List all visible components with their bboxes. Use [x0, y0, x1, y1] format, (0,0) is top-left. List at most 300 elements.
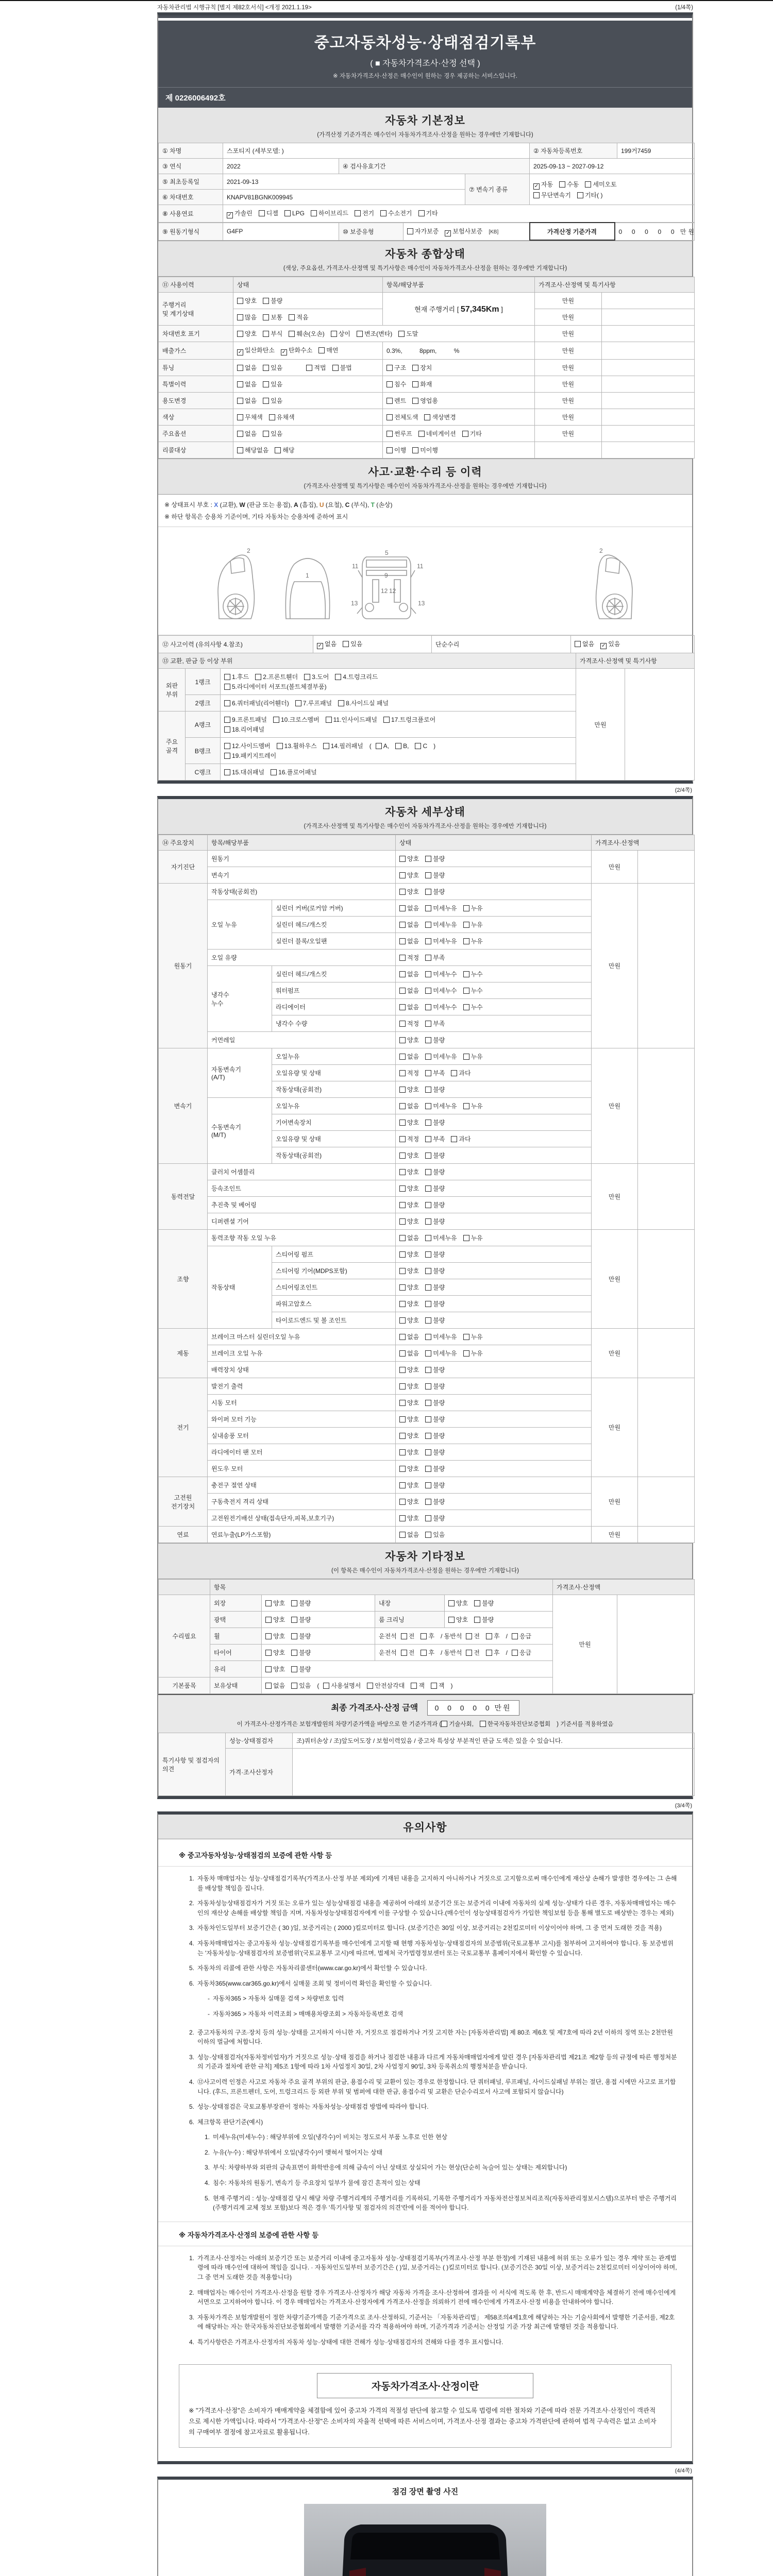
checkbox[interactable] — [255, 674, 261, 680]
checkbox[interactable] — [421, 1633, 427, 1639]
checkbox[interactable]: ✓ — [238, 349, 243, 355]
checkbox[interactable] — [425, 1416, 431, 1422]
checkbox-option[interactable] — [265, 1615, 285, 1624]
checkbox[interactable] — [401, 1650, 407, 1656]
checkbox-option[interactable] — [425, 1464, 445, 1473]
checkbox[interactable] — [367, 1683, 373, 1689]
checkbox-option[interactable] — [311, 209, 348, 217]
checkbox[interactable] — [237, 398, 243, 404]
checkbox-option[interactable] — [463, 1233, 483, 1242]
checkbox-option[interactable] — [291, 1599, 311, 1607]
checkbox[interactable] — [237, 431, 243, 437]
checkbox[interactable] — [463, 905, 469, 911]
checkbox[interactable] — [237, 381, 243, 387]
checkbox[interactable] — [273, 717, 279, 723]
checkbox-option[interactable] — [224, 751, 276, 760]
checkbox-option[interactable] — [367, 1681, 405, 1690]
checkbox[interactable] — [585, 181, 591, 188]
checkbox-option[interactable] — [263, 329, 282, 338]
checkbox[interactable] — [399, 1317, 406, 1324]
checkbox[interactable] — [425, 1103, 431, 1109]
checkbox[interactable] — [425, 1202, 431, 1208]
checkbox[interactable] — [425, 1120, 431, 1126]
checkbox-option[interactable] — [265, 1681, 285, 1690]
checkbox-option[interactable] — [401, 1632, 415, 1640]
checkbox-option[interactable] — [533, 180, 553, 190]
checkbox[interactable] — [277, 743, 283, 749]
checkbox[interactable] — [386, 414, 393, 420]
checkbox-option[interactable] — [512, 1632, 531, 1640]
checkbox[interactable] — [399, 988, 406, 994]
checkbox-option[interactable] — [399, 1283, 419, 1292]
checkbox-option[interactable] — [399, 1530, 419, 1539]
checkbox-option[interactable] — [399, 1497, 419, 1506]
checkbox-option[interactable] — [376, 742, 389, 750]
checkbox-option[interactable] — [425, 1316, 445, 1325]
checkbox-option[interactable] — [421, 1648, 434, 1657]
checkbox-option[interactable] — [418, 429, 456, 438]
checkbox-option[interactable] — [448, 1615, 468, 1624]
checkbox-option[interactable] — [399, 1167, 419, 1176]
checkbox-option[interactable] — [399, 904, 419, 912]
checkbox[interactable] — [577, 192, 583, 198]
checkbox-option[interactable] — [425, 1382, 445, 1391]
checkbox-option[interactable] — [425, 1448, 445, 1456]
checkbox-option[interactable] — [237, 363, 257, 372]
checkbox-option[interactable] — [463, 937, 483, 945]
checkbox-option[interactable] — [462, 429, 482, 438]
checkbox-option[interactable] — [425, 1200, 445, 1209]
checkbox-option[interactable] — [386, 446, 406, 454]
checkbox[interactable] — [399, 1466, 406, 1472]
checkbox[interactable] — [399, 1037, 406, 1043]
checkbox-option[interactable] — [425, 1530, 445, 1539]
checkbox[interactable] — [486, 1650, 492, 1656]
checkbox-option[interactable] — [463, 920, 483, 929]
checkbox[interactable] — [425, 955, 431, 961]
checkbox-option[interactable] — [424, 413, 456, 421]
checkbox-option[interactable] — [399, 1349, 419, 1358]
checkbox[interactable] — [425, 971, 431, 977]
checkbox[interactable] — [263, 398, 269, 404]
checkbox-option[interactable] — [425, 1036, 445, 1044]
checkbox[interactable] — [398, 331, 405, 337]
checkbox[interactable] — [399, 1153, 406, 1159]
checkbox[interactable] — [237, 298, 243, 304]
checkbox[interactable] — [386, 398, 393, 404]
checkbox-option[interactable] — [224, 725, 264, 734]
checkbox[interactable] — [380, 210, 386, 216]
checkbox[interactable] — [463, 1235, 469, 1241]
checkbox[interactable] — [335, 674, 341, 680]
checkbox[interactable] — [263, 431, 269, 437]
checkbox-option[interactable] — [291, 1615, 311, 1624]
checkbox[interactable] — [237, 447, 243, 453]
checkbox[interactable] — [399, 1136, 406, 1142]
checkbox[interactable] — [412, 365, 418, 371]
checkbox[interactable] — [415, 743, 421, 749]
checkbox-option[interactable] — [265, 1648, 285, 1657]
checkbox-option[interactable] — [425, 1250, 445, 1259]
checkbox-option[interactable] — [265, 1632, 285, 1640]
checkbox[interactable] — [431, 1683, 437, 1689]
checkbox[interactable] — [451, 1136, 457, 1142]
checkbox-option[interactable] — [425, 871, 445, 879]
checkbox-option[interactable] — [399, 1514, 419, 1522]
checkbox-option[interactable] — [399, 1464, 419, 1473]
checkbox[interactable] — [425, 1499, 431, 1505]
checkbox-option[interactable] — [399, 953, 419, 962]
checkbox[interactable] — [425, 1251, 431, 1258]
checkbox[interactable] — [399, 1070, 406, 1076]
checkbox-option[interactable] — [265, 1665, 285, 1673]
checkbox-option[interactable] — [263, 429, 282, 438]
checkbox[interactable] — [451, 1070, 457, 1076]
checkbox[interactable] — [291, 1633, 297, 1639]
checkbox[interactable] — [259, 210, 265, 216]
checkbox[interactable] — [466, 1650, 472, 1656]
checkbox-option[interactable] — [291, 1681, 311, 1690]
checkbox-option[interactable] — [237, 380, 257, 388]
checkbox[interactable] — [425, 1334, 431, 1340]
checkbox[interactable] — [399, 856, 406, 862]
checkbox[interactable] — [425, 1037, 431, 1043]
checkbox[interactable] — [275, 447, 281, 453]
checkbox[interactable] — [474, 1600, 480, 1606]
checkbox-option[interactable] — [263, 313, 282, 321]
checkbox-option[interactable] — [237, 413, 263, 421]
checkbox-option[interactable] — [224, 672, 249, 681]
checkbox-option[interactable] — [399, 1398, 419, 1407]
checkbox-option[interactable] — [399, 1036, 419, 1044]
checkbox-option[interactable] — [224, 699, 289, 707]
checkbox-option[interactable] — [237, 429, 257, 438]
checkbox-option[interactable] — [451, 1069, 470, 1077]
checkbox-option[interactable] — [425, 1497, 445, 1506]
checkbox-option[interactable] — [411, 1681, 425, 1690]
checkbox-option[interactable] — [237, 296, 257, 305]
checkbox-option[interactable] — [448, 1599, 468, 1607]
checkbox-option[interactable] — [600, 639, 620, 649]
checkbox[interactable] — [425, 1400, 431, 1406]
checkbox-option[interactable] — [263, 396, 282, 405]
checkbox-option[interactable] — [445, 227, 482, 236]
checkbox[interactable] — [512, 1633, 518, 1639]
checkbox-option[interactable] — [441, 1720, 474, 1728]
checkbox[interactable] — [237, 414, 243, 420]
checkbox-option[interactable] — [399, 986, 419, 995]
checkbox-option[interactable] — [275, 446, 294, 454]
checkbox[interactable] — [425, 1482, 431, 1488]
checkbox[interactable] — [399, 955, 406, 961]
checkbox[interactable] — [263, 314, 269, 320]
checkbox[interactable] — [425, 1367, 431, 1373]
checkbox-option[interactable] — [237, 313, 257, 321]
checkbox[interactable] — [399, 1251, 406, 1258]
checkbox-option[interactable] — [466, 1648, 480, 1657]
checkbox-option[interactable] — [399, 1250, 419, 1259]
checkbox[interactable] — [318, 347, 325, 353]
checkbox-option[interactable] — [331, 329, 350, 338]
checkbox-option[interactable] — [451, 1134, 470, 1143]
checkbox-option[interactable] — [425, 953, 445, 962]
checkbox[interactable] — [265, 1617, 272, 1623]
checkbox-option[interactable] — [399, 1184, 419, 1193]
checkbox-option[interactable] — [399, 1118, 419, 1127]
checkbox-option[interactable] — [425, 1514, 445, 1522]
checkbox[interactable] — [425, 872, 431, 878]
checkbox-option[interactable] — [425, 920, 457, 929]
checkbox[interactable] — [425, 1350, 431, 1357]
checkbox[interactable] — [399, 1120, 406, 1126]
checkbox[interactable] — [425, 1268, 431, 1274]
checkbox-option[interactable] — [224, 682, 327, 691]
checkbox-option[interactable] — [425, 1118, 445, 1127]
checkbox[interactable] — [269, 414, 275, 420]
checkbox-option[interactable] — [412, 446, 438, 454]
checkbox[interactable] — [237, 331, 243, 337]
checkbox-option[interactable] — [425, 1069, 445, 1077]
checkbox-option[interactable] — [399, 1299, 419, 1308]
checkbox[interactable] — [263, 331, 269, 337]
checkbox-option[interactable] — [255, 672, 298, 681]
checkbox[interactable] — [399, 1169, 406, 1175]
checkbox-option[interactable] — [559, 180, 579, 189]
checkbox-option[interactable] — [431, 1681, 445, 1690]
checkbox[interactable] — [425, 1317, 431, 1324]
checkbox-option[interactable] — [512, 1648, 531, 1657]
checkbox[interactable] — [291, 1617, 297, 1623]
checkbox-option[interactable] — [395, 742, 409, 750]
checkbox-option[interactable] — [386, 363, 406, 372]
checkbox-option[interactable] — [399, 1101, 419, 1110]
checkbox[interactable] — [463, 1103, 469, 1109]
checkbox-option[interactable] — [326, 715, 377, 724]
checkbox-option[interactable] — [486, 1632, 500, 1640]
checkbox-option[interactable] — [463, 986, 483, 995]
checkbox[interactable] — [237, 314, 243, 320]
checkbox[interactable] — [326, 717, 332, 723]
checkbox-option[interactable] — [277, 741, 317, 750]
checkbox[interactable] — [412, 447, 418, 453]
checkbox[interactable] — [224, 769, 230, 775]
checkbox-option[interactable] — [399, 937, 419, 945]
checkbox-option[interactable] — [399, 1415, 419, 1423]
checkbox-option[interactable] — [425, 1233, 457, 1242]
checkbox-option[interactable] — [480, 1720, 550, 1728]
checkbox-option[interactable] — [463, 904, 483, 912]
checkbox-option[interactable] — [463, 1101, 483, 1110]
checkbox[interactable] — [399, 905, 406, 911]
checkbox-option[interactable] — [415, 742, 427, 750]
checkbox[interactable] — [448, 1617, 455, 1623]
checkbox-option[interactable] — [399, 920, 419, 929]
checkbox-option[interactable] — [237, 446, 268, 454]
checkbox-option[interactable] — [425, 970, 457, 978]
checkbox[interactable] — [399, 1235, 406, 1241]
checkbox-option[interactable] — [585, 180, 616, 189]
checkbox[interactable] — [399, 1482, 406, 1488]
checkbox[interactable] — [425, 1235, 431, 1241]
checkbox[interactable] — [386, 447, 393, 453]
checkbox-option[interactable] — [463, 1349, 483, 1358]
checkbox-option[interactable] — [263, 296, 282, 305]
checkbox-option[interactable] — [425, 1299, 445, 1308]
checkbox-option[interactable] — [486, 1648, 500, 1657]
checkbox[interactable] — [399, 1433, 406, 1439]
checkbox[interactable] — [291, 1666, 297, 1672]
checkbox[interactable] — [265, 1683, 272, 1689]
checkbox-option[interactable] — [399, 1217, 419, 1226]
checkbox[interactable] — [224, 753, 230, 759]
checkbox[interactable] — [425, 1466, 431, 1472]
checkbox[interactable] — [421, 1650, 427, 1656]
checkbox[interactable] — [412, 381, 418, 387]
checkbox-option[interactable] — [425, 1349, 457, 1358]
checkbox-option[interactable] — [533, 191, 571, 199]
checkbox-option[interactable] — [273, 715, 320, 724]
checkbox[interactable] — [291, 1650, 297, 1656]
checkbox[interactable] — [425, 1021, 431, 1027]
checkbox-option[interactable] — [263, 380, 282, 388]
checkbox[interactable]: ✓ — [227, 212, 232, 218]
checkbox-option[interactable] — [399, 1200, 419, 1209]
checkbox-option[interactable] — [399, 1134, 419, 1143]
checkbox[interactable] — [425, 938, 431, 944]
checkbox[interactable] — [355, 210, 361, 216]
checkbox[interactable] — [425, 1087, 431, 1093]
checkbox[interactable] — [425, 922, 431, 928]
checkbox-option[interactable] — [383, 715, 435, 724]
checkbox-option[interactable] — [237, 346, 275, 355]
checkbox-option[interactable] — [463, 1052, 483, 1061]
checkbox[interactable] — [486, 1633, 492, 1639]
checkbox-option[interactable] — [289, 329, 324, 338]
checkbox-option[interactable] — [425, 1431, 445, 1440]
checkbox-option[interactable] — [418, 209, 438, 217]
checkbox[interactable] — [425, 856, 431, 862]
checkbox[interactable] — [533, 192, 540, 198]
checkbox[interactable] — [463, 988, 469, 994]
checkbox-option[interactable] — [412, 380, 432, 388]
checkbox-option[interactable] — [412, 363, 432, 372]
checkbox[interactable] — [399, 938, 406, 944]
checkbox[interactable] — [401, 1633, 407, 1639]
checkbox[interactable] — [425, 905, 431, 911]
checkbox-option[interactable] — [412, 396, 438, 405]
checkbox[interactable] — [412, 398, 418, 404]
checkbox[interactable] — [424, 414, 430, 420]
checkbox[interactable] — [418, 431, 425, 437]
checkbox[interactable] — [265, 1600, 272, 1606]
checkbox[interactable] — [265, 1666, 272, 1672]
checkbox[interactable] — [425, 1070, 431, 1076]
checkbox[interactable]: ✓ — [446, 230, 450, 236]
checkbox-option[interactable] — [463, 970, 483, 978]
checkbox[interactable] — [284, 210, 291, 216]
checkbox[interactable] — [407, 228, 413, 234]
checkbox-option[interactable] — [237, 396, 257, 405]
checkbox-option[interactable] — [399, 1332, 419, 1341]
checkbox-option[interactable] — [399, 1266, 419, 1275]
checkbox[interactable] — [343, 641, 349, 647]
checkbox[interactable] — [357, 331, 363, 337]
checkbox-option[interactable] — [386, 380, 406, 388]
checkbox[interactable] — [386, 365, 393, 371]
checkbox-option[interactable] — [399, 1448, 419, 1456]
checkbox-option[interactable] — [463, 1332, 483, 1341]
checkbox[interactable] — [289, 331, 295, 337]
checkbox[interactable] — [425, 988, 431, 994]
checkbox[interactable] — [462, 431, 468, 437]
checkbox[interactable] — [237, 365, 243, 371]
checkbox[interactable]: ✓ — [317, 643, 323, 649]
checkbox[interactable] — [323, 743, 329, 749]
checkbox-option[interactable] — [224, 741, 271, 750]
checkbox[interactable] — [399, 1449, 406, 1455]
checkbox[interactable] — [425, 889, 431, 895]
checkbox-option[interactable] — [425, 937, 457, 945]
checkbox-option[interactable] — [425, 854, 445, 863]
checkbox[interactable] — [386, 381, 393, 387]
checkbox[interactable] — [263, 365, 269, 371]
checkbox-option[interactable] — [398, 329, 418, 338]
checkbox-option[interactable] — [263, 363, 282, 372]
checkbox-option[interactable] — [306, 363, 326, 372]
checkbox-option[interactable] — [343, 639, 362, 648]
checkbox-option[interactable] — [425, 904, 457, 912]
checkbox-option[interactable] — [318, 346, 338, 354]
checkbox-option[interactable] — [399, 1431, 419, 1440]
checkbox-option[interactable] — [386, 396, 406, 405]
checkbox[interactable] — [224, 684, 230, 690]
checkbox[interactable] — [265, 1633, 272, 1639]
checkbox-option[interactable] — [259, 209, 278, 217]
checkbox[interactable] — [425, 1383, 431, 1389]
checkbox-option[interactable] — [407, 227, 439, 235]
checkbox-option[interactable] — [357, 329, 392, 338]
checkbox-option[interactable] — [425, 887, 445, 896]
checkbox-option[interactable] — [425, 1167, 445, 1176]
checkbox[interactable] — [425, 1153, 431, 1159]
checkbox-option[interactable] — [474, 1615, 494, 1624]
checkbox-option[interactable] — [317, 639, 337, 649]
checkbox[interactable] — [399, 1416, 406, 1422]
checkbox-option[interactable] — [421, 1632, 434, 1640]
checkbox[interactable] — [295, 700, 301, 706]
checkbox[interactable] — [399, 1400, 406, 1406]
checkbox-option[interactable] — [425, 1134, 445, 1143]
checkbox[interactable] — [463, 1334, 469, 1340]
checkbox-option[interactable] — [265, 1599, 285, 1607]
checkbox-option[interactable] — [386, 429, 412, 438]
checkbox[interactable] — [463, 922, 469, 928]
checkbox-option[interactable] — [466, 1632, 480, 1640]
checkbox-option[interactable] — [355, 209, 374, 217]
checkbox[interactable] — [425, 1054, 431, 1060]
checkbox-option[interactable] — [425, 1481, 445, 1489]
checkbox[interactable] — [425, 1532, 431, 1538]
checkbox[interactable] — [474, 1617, 480, 1623]
checkbox-option[interactable] — [399, 1233, 419, 1242]
checkbox[interactable] — [224, 700, 230, 706]
checkbox-option[interactable] — [399, 1365, 419, 1374]
checkbox[interactable] — [399, 1268, 406, 1274]
checkbox[interactable] — [463, 971, 469, 977]
checkbox-option[interactable] — [425, 1283, 445, 1292]
checkbox[interactable] — [399, 1021, 406, 1027]
checkbox[interactable] — [331, 331, 337, 337]
